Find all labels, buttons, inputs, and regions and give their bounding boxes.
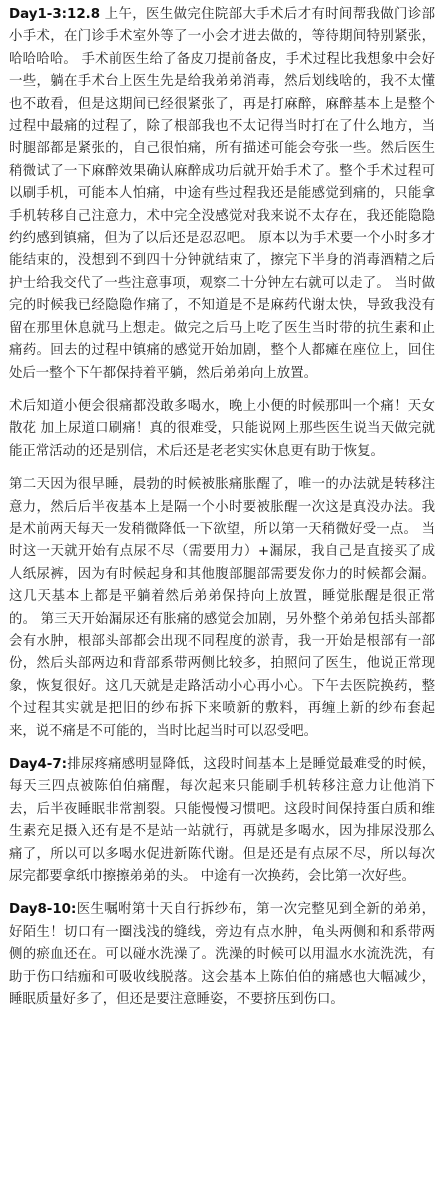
paragraph-day4-7 <box>9 754 435 888</box>
paragraph-day2-3 <box>9 474 435 743</box>
paragraph-text: 排尿疼痛感明显降低，这段时间基本上是睡觉最难受的时候，每天三四点被陈伯伯痛醒，每次起来只能刷手机转移注意力让他消下去，后半夜睡眠非常割裂。只能慢慢习惯吧。这段时间保持蛋白质和维生素充足摄入还有是不是站一站就行，再就是多喝水，因为排尿没那么痛了，所以可以多喝水促进新陈代谢。但是还是有点尿不尽，所以每次尿完都要拿纸巾擦擦弟弟的头。 中途有一次换药，会比第一次好些。 <box>9 757 435 885</box>
day-label-1-3: Day1-3:12.8 <box>9 7 101 22</box>
day-label-4-7: Day4-7: <box>9 757 68 772</box>
paragraph-text: 第二天因为很早睡，晨勃的时候被胀痛胀醒了，唯一的办法就是转移注意力，然后后半夜基本上是隔一个小时要被胀醒一次这是真没办法。我是术前两天每天一发稍微降低一下欲望，所以第一天稍微好受一点。 当时这一天就开始有点尿不尽（需要用力）+漏尿，我自己是直接买了成人纸尿裤，因为有时候起身和其他腹部腿部需要发你力的时候都会漏。这几天基本上都是平躺着然后弟弟保持向上放置，睡觉胀醒是很正常的。 第三天开始漏尿还有胀痛的感觉会加剧，另外整个弟弟包括头部都会有水肿，根部头部都会出现不同程度的淤青，我一开始是根部有一部份，然后头部两边和背部系带两侧比较多，拍照问了医生，他说正常现象，恢复很好。这几天就是走路活动小心再小心。下午去医院换药，整个过程其实就是把旧的纱布拆下来喷新的敷料，再缠上新的纱布套起来，说不痛是不可能的，当时比起当时可以忍受吧。 <box>9 477 435 739</box>
paragraph-text: 上午，医生做完住院部大手术后才有时间帮我做门诊部小手术，在门诊手术室外等了一小会才进去做的，等待期间特别紧张，哈哈哈哈。 手术前医生给了备皮刀提前备皮，手术过程比我想象中会好一些，躺在手术台上医生先是给我弟弟消毒，然后划线啥的，我不太懂也不敢看，但是这期间已经很紧张了，再是打麻醉，麻醉基本上是整个过程中最痛的过程了，除了根部我也不太记得当时打在了什么地方，当时腿部都是紧张的，自己很怕痛，所有描述可能会夸张一些。然后医生稍微试了一下麻醉效果确认麻醉成功后就开始手术了。整个手术过程可以刷手机，可能本人怕痛，中途有些过程我还是能感觉到痛的，只能拿手机转移自己注意力，术中完全没感觉对我来说不太存在，我还能隐隐约约感到镇痛，但为了以后还是忍忍吧。 原本以为手术要一个小时多才能结束的，没想到不到四十分钟就结束了，擦完下半身的消毒酒精之后护士给我交代了一些注意事项，观察二十分钟左右就可以走了。 当时做完的时候我已经隐隐作痛了，不知道是不是麻药代谢太快，导致我没有留在那里休息就马上想走。做完之后马上吃了医生当时带的抗生素和止痛药。回去的过程中镇痛的感觉开始加剧，整个人都瘫在座位上，回住处后一整个下午都保持着平躺，然后弟弟向上放置。 <box>9 7 435 381</box>
paragraph-day1-3 <box>9 4 435 385</box>
note-article <box>9 4 435 1011</box>
paragraph-text: 医生嘱咐第十天自行拆纱布，第一次完整见到全新的弟弟，好陌生！切口有一圈浅浅的缝线，旁边有点水肿，龟头两侧和和系带两侧的瘀血还在。可以碰水洗澡了。洗澡的时候可以用温水水流洗洗，有助于伤口结痂和可吸收线脱落。这会基本上陈伯伯的痛感也大幅减少，睡眠质量好多了，但还是要注意睡姿，不要挤压到伤口。 <box>9 902 435 1008</box>
paragraph-day8-10 <box>9 899 435 1011</box>
paragraph-text: 术后知道小便会很痛都没敢多喝水，晚上小便的时候那叫一个痛！天女散花 加上尿道口刷痛！真的很难受，只能说网上那些医生说当天做完就能正常活动的还是别信，术后还是老老实实休息更有助于恢复。 <box>9 398 435 459</box>
paragraph-post-op-urination <box>9 396 435 463</box>
day-label-8-10: Day8-10: <box>9 902 77 918</box>
